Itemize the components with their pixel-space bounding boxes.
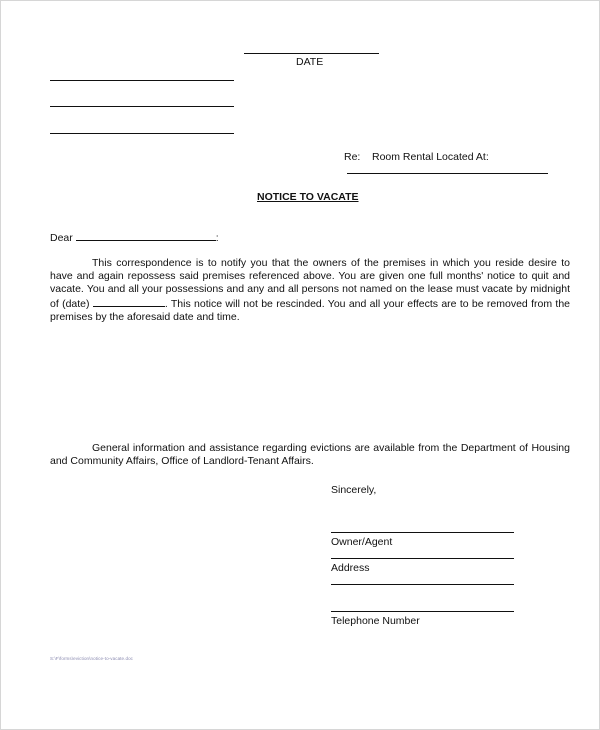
address-line-2 bbox=[331, 584, 514, 585]
date-label: DATE bbox=[296, 56, 324, 68]
paragraph-notice-text-b: . This notice will not be rescinded. You and all your effects are to be removed from the premises by the aforesaid date and time. bbox=[50, 297, 570, 323]
sincerely-label: Sincerely, bbox=[331, 484, 377, 496]
re-label: Re: bbox=[344, 151, 361, 163]
recipient-line-3 bbox=[50, 133, 234, 134]
notice-title: NOTICE TO VACATE bbox=[257, 191, 359, 203]
rental-address-line bbox=[347, 173, 548, 174]
telephone-label: Telephone Number bbox=[331, 615, 420, 627]
date-blank-line bbox=[244, 53, 379, 54]
address-label: Address bbox=[331, 562, 370, 574]
address-line-1 bbox=[331, 558, 514, 559]
paragraph-notice bbox=[50, 257, 570, 324]
salutation bbox=[50, 231, 219, 244]
footer-file-path: S:\F\forms\eviction\notice-to-vacate.doc bbox=[50, 656, 134, 661]
telephone-line bbox=[331, 611, 514, 612]
paragraph-info-text: General information and assistance regarding evictions are available from the Department of Housing and Community Affairs, Office of Landlord-Tenant Affairs. bbox=[50, 442, 570, 468]
re-subject: Room Rental Located At: bbox=[372, 151, 489, 163]
tenant-name-blank bbox=[76, 231, 216, 241]
recipient-line-1 bbox=[50, 80, 234, 81]
salutation-prefix: Dear bbox=[50, 232, 73, 244]
salutation-suffix: : bbox=[215, 232, 219, 244]
recipient-line-2 bbox=[50, 106, 234, 107]
owner-agent-label: Owner/Agent bbox=[331, 536, 393, 548]
paragraph-notice-text-a: This correspondence is to notify you that the owners of the premises in which you reside desire to have and again repossess said premises referenced above. You are given one full months' notice to quit and vacate. You and all your possessions and any and all persons not named on the lease must vacate by midnight of (date) bbox=[50, 257, 570, 310]
vacate-date-blank bbox=[93, 297, 165, 307]
paragraph-info bbox=[50, 442, 570, 468]
owner-signature-line bbox=[331, 532, 514, 533]
